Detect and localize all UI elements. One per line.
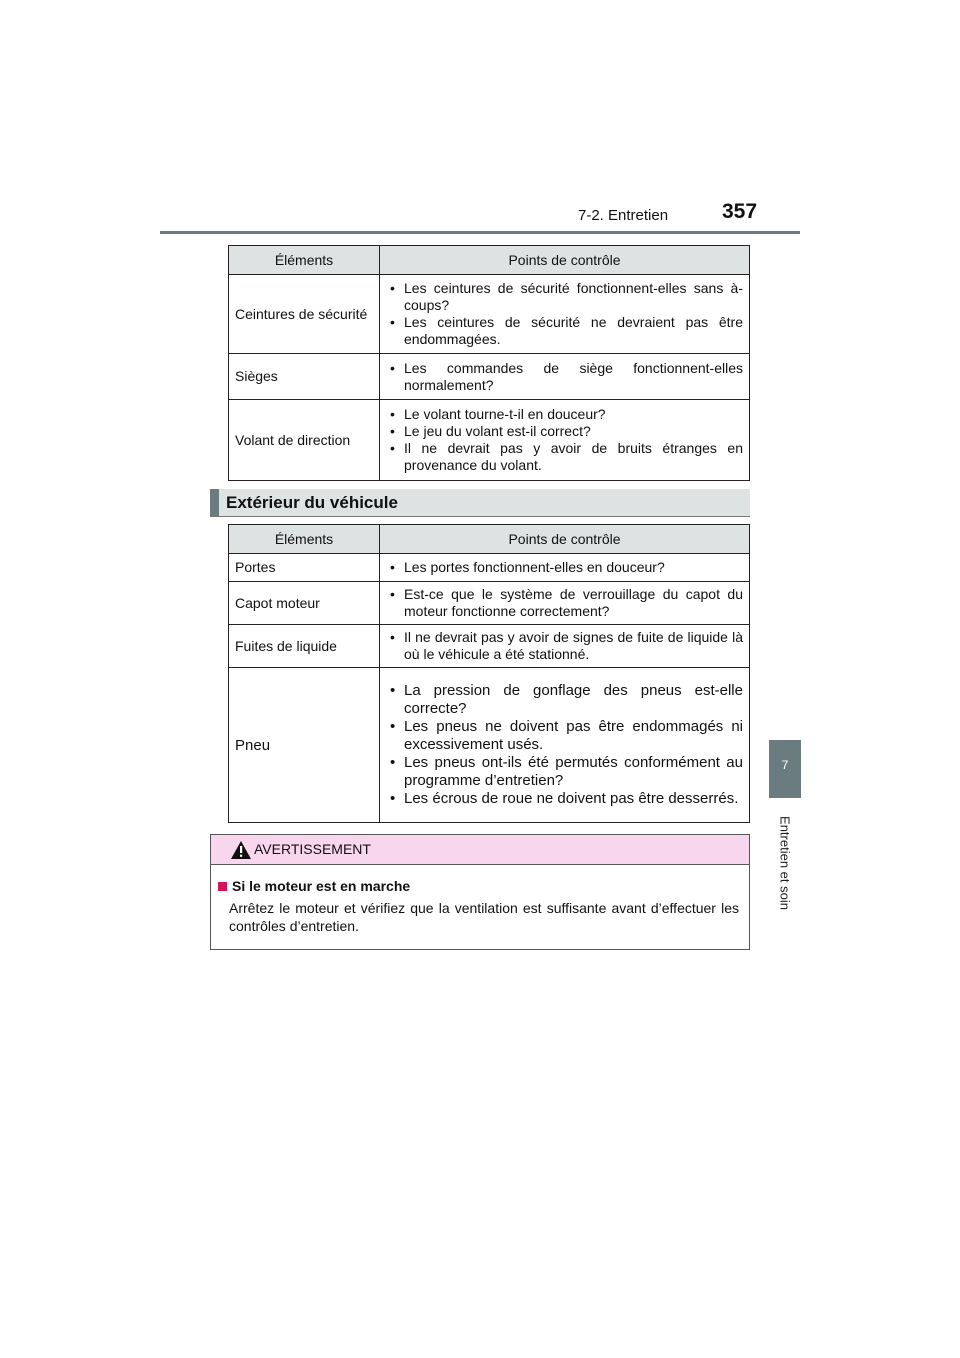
- table-row: [229, 275, 750, 354]
- bullet-square-icon: [218, 882, 227, 891]
- item-cell: Portes: [229, 554, 380, 582]
- item-cell: Pneu: [229, 668, 380, 823]
- table-row: [229, 668, 750, 823]
- check-point: • Les ceintures de sécurité ne devraient pas être endommagées.: [386, 314, 743, 348]
- check-point: • Est-ce que le système de verrouillage du capot du moteur fonctionne correctement?: [386, 586, 743, 620]
- points-cell: [380, 582, 750, 625]
- interior-check-table: [228, 245, 750, 481]
- col-header-points: Points de contrôle: [380, 525, 750, 554]
- warning-icon: [230, 840, 252, 860]
- check-point: • Les pneus ont-ils été permutés conformément au programme d’entretien?: [386, 754, 743, 790]
- check-point: • Les pneus ne doivent pas être endommagés ni excessivement usés.: [386, 718, 743, 754]
- check-point: • Il ne devrait pas y avoir de signes de fuite de liquide là où le véhicule a été stationné.: [386, 629, 743, 663]
- col-header-items: Éléments: [229, 525, 380, 554]
- item-cell: Sièges: [229, 354, 380, 400]
- points-cell: [380, 354, 750, 400]
- item-cell: Ceintures de sécurité: [229, 275, 380, 354]
- table-header-row: [229, 246, 750, 275]
- warning-subheading-text: Si le moteur est en marche: [232, 878, 411, 894]
- item-cell: Volant de direction: [229, 400, 380, 481]
- warning-subheading: [218, 878, 410, 894]
- section-heading-bar: [210, 489, 219, 516]
- points-cell: [380, 275, 750, 354]
- points-cell: [380, 400, 750, 481]
- check-point: • Le jeu du volant est-il correct?: [386, 423, 743, 440]
- warning-label: AVERTISSEMENT: [254, 841, 371, 857]
- col-header-items: Éléments: [229, 246, 380, 275]
- table-row: [229, 554, 750, 582]
- table-row: [229, 582, 750, 625]
- warning-box: [210, 834, 750, 950]
- section-heading-exterior: [210, 489, 750, 517]
- points-cell: [380, 625, 750, 668]
- points-cell: [380, 668, 750, 823]
- table-row: [229, 354, 750, 400]
- section-heading-title: Extérieur du véhicule: [226, 493, 398, 512]
- check-point: • Les portes fonctionnent-elles en douceur?: [386, 559, 743, 576]
- check-point: • Les écrous de roue ne doivent pas être desserrés.: [386, 790, 743, 808]
- item-cell: Fuites de liquide: [229, 625, 380, 668]
- warning-header: [211, 835, 749, 865]
- chapter-label-text: Entretien et soin: [777, 816, 793, 910]
- table-row: [229, 400, 750, 481]
- check-point: • Les commandes de siège fonctionnent-elles normalement?: [386, 360, 743, 394]
- header-rule: [160, 231, 800, 234]
- chapter-tab[interactable]: 7: [769, 740, 801, 798]
- col-header-points: Points de contrôle: [380, 246, 750, 275]
- item-cell: Capot moteur: [229, 582, 380, 625]
- table-header-row: [229, 525, 750, 554]
- chapter-label: [772, 808, 798, 918]
- exterior-check-table: [228, 524, 750, 823]
- check-point: • Les ceintures de sécurité fonctionnent-elles sans à-coups?: [386, 280, 743, 314]
- check-point: • Le volant tourne-t-il en douceur?: [386, 406, 743, 423]
- check-point: • Il ne devrait pas y avoir de bruits étranges en provenance du volant.: [386, 440, 743, 474]
- warning-text: Arrêtez le moteur et vérifiez que la ventilation est suffisante avant d’effectuer les contrôles d’entretien.: [229, 900, 739, 934]
- points-cell: [380, 554, 750, 582]
- page-number: 357: [722, 200, 758, 223]
- check-point: • La pression de gonflage des pneus est-elle correcte?: [386, 682, 743, 718]
- table-row: [229, 625, 750, 668]
- section-header: 7-2. Entretien: [578, 207, 669, 224]
